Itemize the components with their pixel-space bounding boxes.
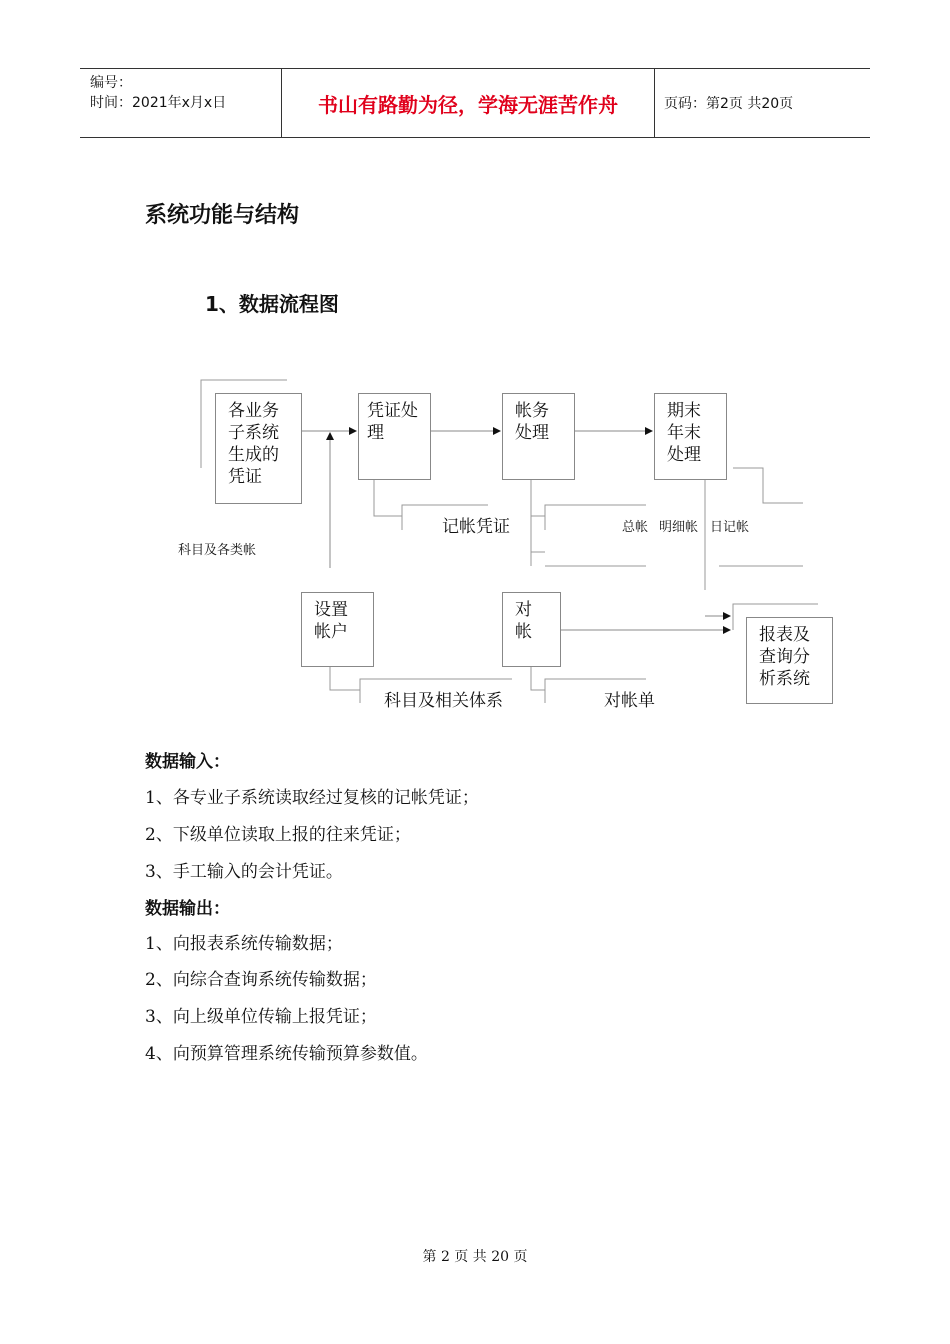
input-item: 1、各专业子系统读取经过复核的记帐凭证；: [145, 788, 479, 808]
period-end-box: [654, 393, 727, 480]
box-line: 帐户: [314, 622, 348, 642]
label-posted-voucher: 记帐凭证: [442, 517, 510, 537]
label-detail-ledger: 明细帐: [659, 520, 699, 535]
header-page-info: 页码：第2页 共20页: [664, 96, 794, 112]
box-line: 查询分: [759, 647, 810, 667]
output-heading: 数据输出：: [145, 899, 230, 919]
box-line: 各业务: [228, 401, 279, 421]
label-statement: 对帐单: [604, 691, 655, 711]
header-number: 编号：: [90, 75, 132, 91]
box-line: 报表及: [759, 625, 810, 645]
output-item: 3、向上级单位传输上报凭证；: [145, 1007, 377, 1027]
input-item: 2、下级单位读取上报的往来凭证；: [145, 825, 411, 845]
report-query-box: [746, 617, 833, 704]
box-line: 期末: [667, 401, 701, 421]
box-line: 处理: [515, 423, 549, 443]
box-line: 生成的: [228, 445, 279, 465]
box-line: 对: [515, 600, 532, 620]
subsystem-box: [215, 393, 302, 504]
label-accounts: 科目及各类帐: [178, 543, 257, 558]
voucher-processing-box: [358, 393, 431, 480]
output-item: 4、向预算管理系统传输预算参数值。: [145, 1044, 428, 1064]
account-setup-box: [301, 592, 374, 667]
section-title: 系统功能与结构: [145, 203, 300, 228]
box-line: 帐: [515, 622, 532, 642]
header-time: 时间：2021年x月x日: [90, 95, 227, 111]
page-footer: 第 2 页 共 20 页: [422, 1249, 528, 1265]
header-motto: 书山有路勤为径，学海无涯苦作舟: [318, 92, 618, 117]
box-line: 凭证处: [367, 401, 418, 421]
input-heading: 数据输入：: [145, 752, 230, 772]
label-subjects-system: 科目及相关体系: [384, 691, 503, 711]
box-line: 设置: [314, 600, 348, 620]
box-line: 理: [367, 423, 384, 443]
label-journal: 日记帐: [710, 520, 750, 535]
ledger-processing-box: [502, 393, 575, 480]
reconcile-box: [502, 592, 561, 667]
box-line: 凭证: [228, 467, 262, 487]
box-line: 帐务: [515, 401, 549, 421]
box-line: 年末: [667, 423, 701, 443]
output-item: 1、向报表系统传输数据；: [145, 934, 343, 954]
input-item: 3、手工输入的会计凭证。: [145, 862, 343, 882]
sub-title: 1、数据流程图: [205, 292, 339, 316]
box-line: 处理: [667, 445, 701, 465]
box-line: 子系统: [228, 423, 279, 443]
box-line: 析系统: [759, 669, 810, 689]
label-general-ledger: 总帐: [622, 520, 649, 535]
output-item: 2、向综合查询系统传输数据；: [145, 970, 377, 990]
